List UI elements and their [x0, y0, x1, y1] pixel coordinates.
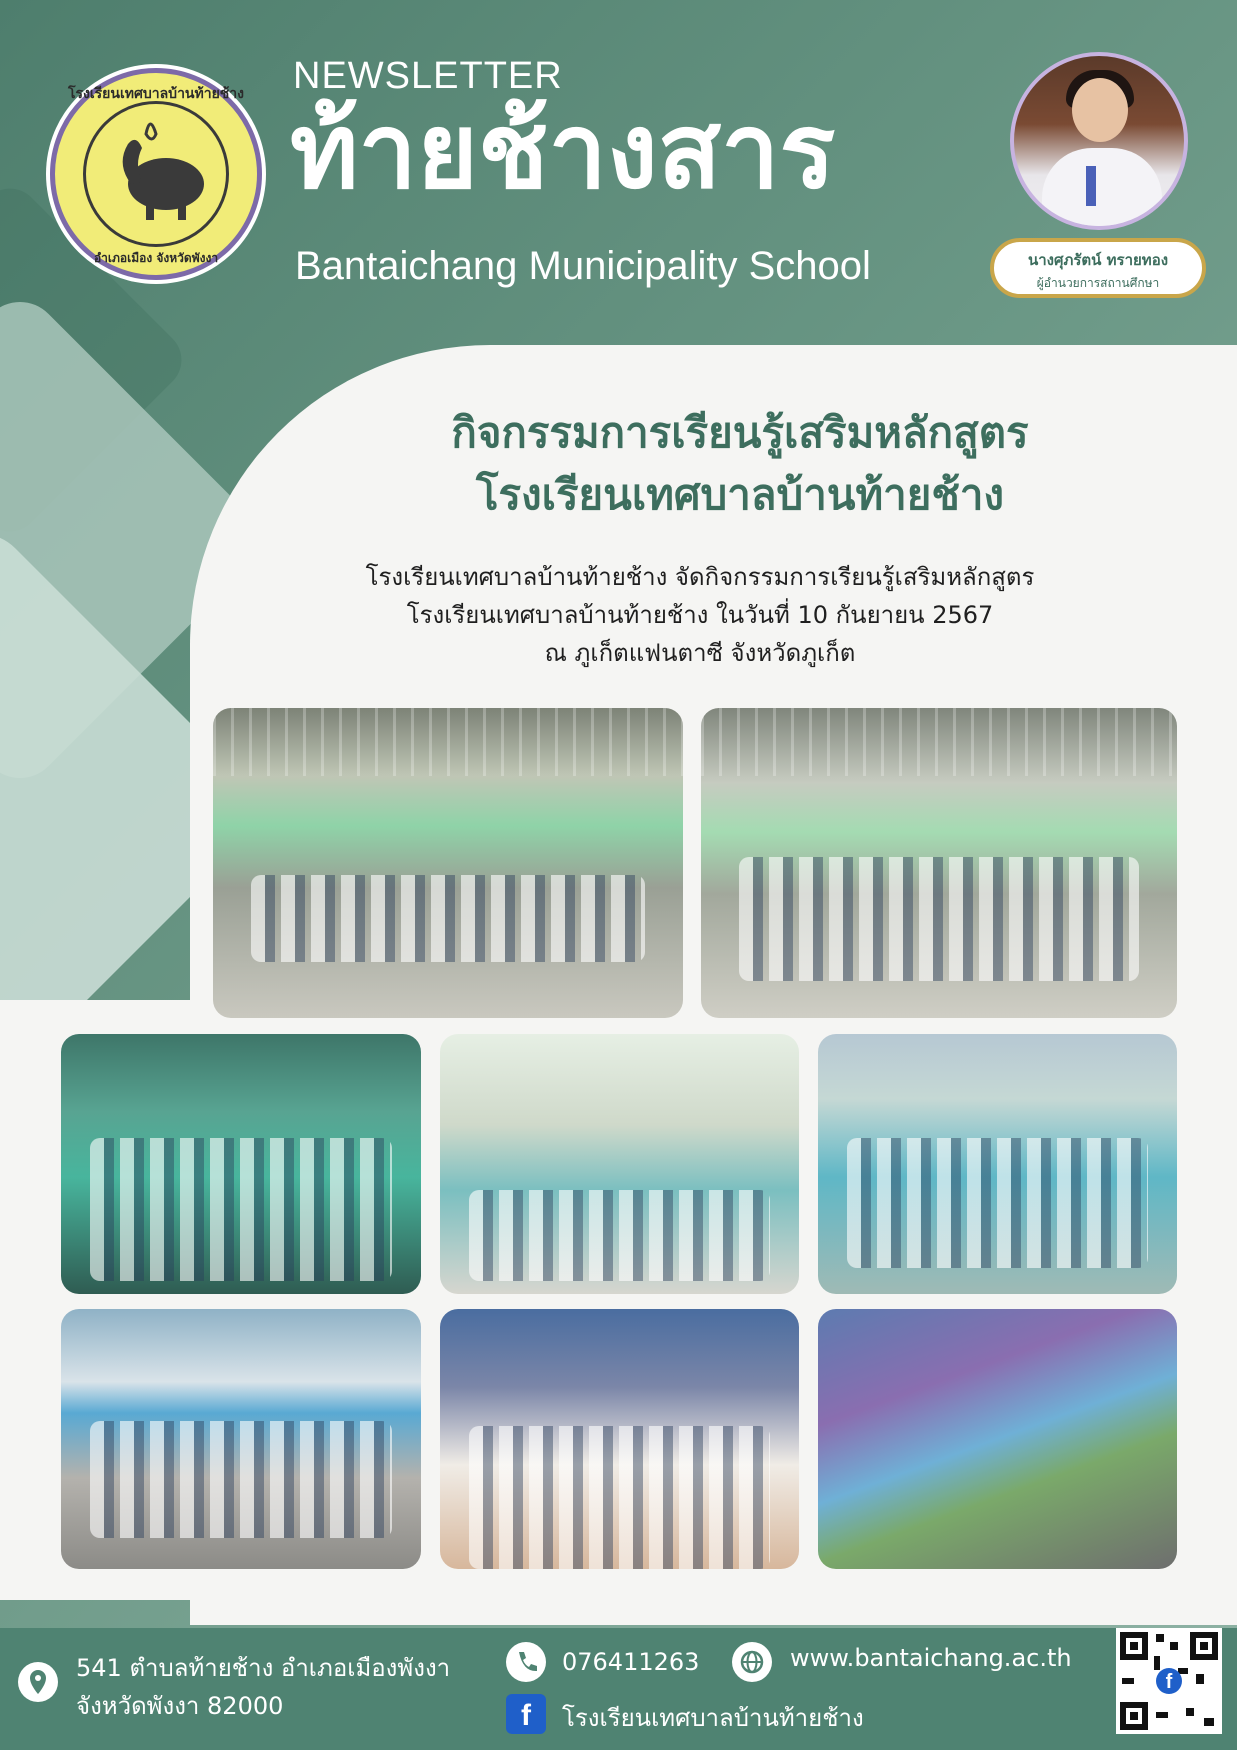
globe-icon: [732, 1642, 772, 1682]
newsletter-label: NEWSLETTER: [293, 55, 563, 97]
qr-code[interactable]: [1116, 1628, 1222, 1734]
description-line1: โรงเรียนเทศบาลบ้านท้ายช้าง จัดกิจกรรมการเรียนรู้เสริมหลักสูตร: [365, 563, 1035, 591]
logo-text-bottom: อำเภอเมือง จังหวัดพังงา: [93, 251, 219, 265]
description-line3: ณ ภูเก็ตแฟนตาซี จังหวัดภูเก็ต: [544, 639, 856, 667]
director-portrait: [1010, 52, 1188, 230]
newsletter-subtitle: Bantaichang Municipality School: [295, 244, 871, 288]
photo-group-outdoor: [61, 1309, 421, 1569]
location-pin-icon: [18, 1662, 58, 1702]
article-description: [200, 558, 1200, 672]
article-heading: [260, 402, 1220, 526]
footer-phone[interactable]: 076411263: [562, 1648, 700, 1676]
elephant-emblem-icon: [86, 104, 226, 244]
footer-address-line1: 541 ตำบลท้ายช้าง อำเภอเมืองพังงา: [76, 1654, 451, 1682]
qr-facebook-icon: f: [1156, 1668, 1182, 1694]
photo-group-hall: [213, 708, 683, 1018]
photo-bus-interior: [61, 1034, 421, 1294]
director-name: นางศุภรัตน์ ทรายทอง: [1027, 251, 1169, 269]
phone-icon: [506, 1642, 546, 1682]
article-heading-line1: กิจกรรมการเรียนรู้เสริมหลักสูตร: [451, 408, 1029, 457]
director-name-badge: [990, 238, 1206, 298]
facebook-icon: f: [506, 1694, 546, 1734]
footer-facebook[interactable]: โรงเรียนเทศบาลบ้านท้ายช้าง: [562, 1704, 864, 1732]
description-line2: โรงเรียนเทศบาลบ้านท้ายช้าง ในวันที่ 10 กันยายน 2567: [406, 601, 994, 629]
photo-staff-hall: [701, 708, 1177, 1018]
logo-text-top: โรงเรียนเทศบาลบ้านท้ายช้าง: [68, 86, 244, 102]
photo-students-seated: [818, 1034, 1177, 1294]
article-heading-line2: โรงเรียนเทศบาลบ้านท้ายช้าง: [476, 470, 1004, 519]
photo-bus-convoy: [818, 1309, 1177, 1569]
footer-address-line2: จังหวัดพังงา 82000: [76, 1692, 284, 1720]
newsletter-title: ท้ายช้างสาร: [290, 90, 836, 212]
school-logo: [50, 68, 262, 280]
footer-website[interactable]: www.bantaichang.ac.th: [790, 1644, 1072, 1672]
photo-bus-selfie: [440, 1309, 799, 1569]
director-role: ผู้อำนวยการสถานศึกษา: [1036, 276, 1160, 290]
logo-emblem: [83, 101, 229, 247]
photo-students-floor: [440, 1034, 799, 1294]
